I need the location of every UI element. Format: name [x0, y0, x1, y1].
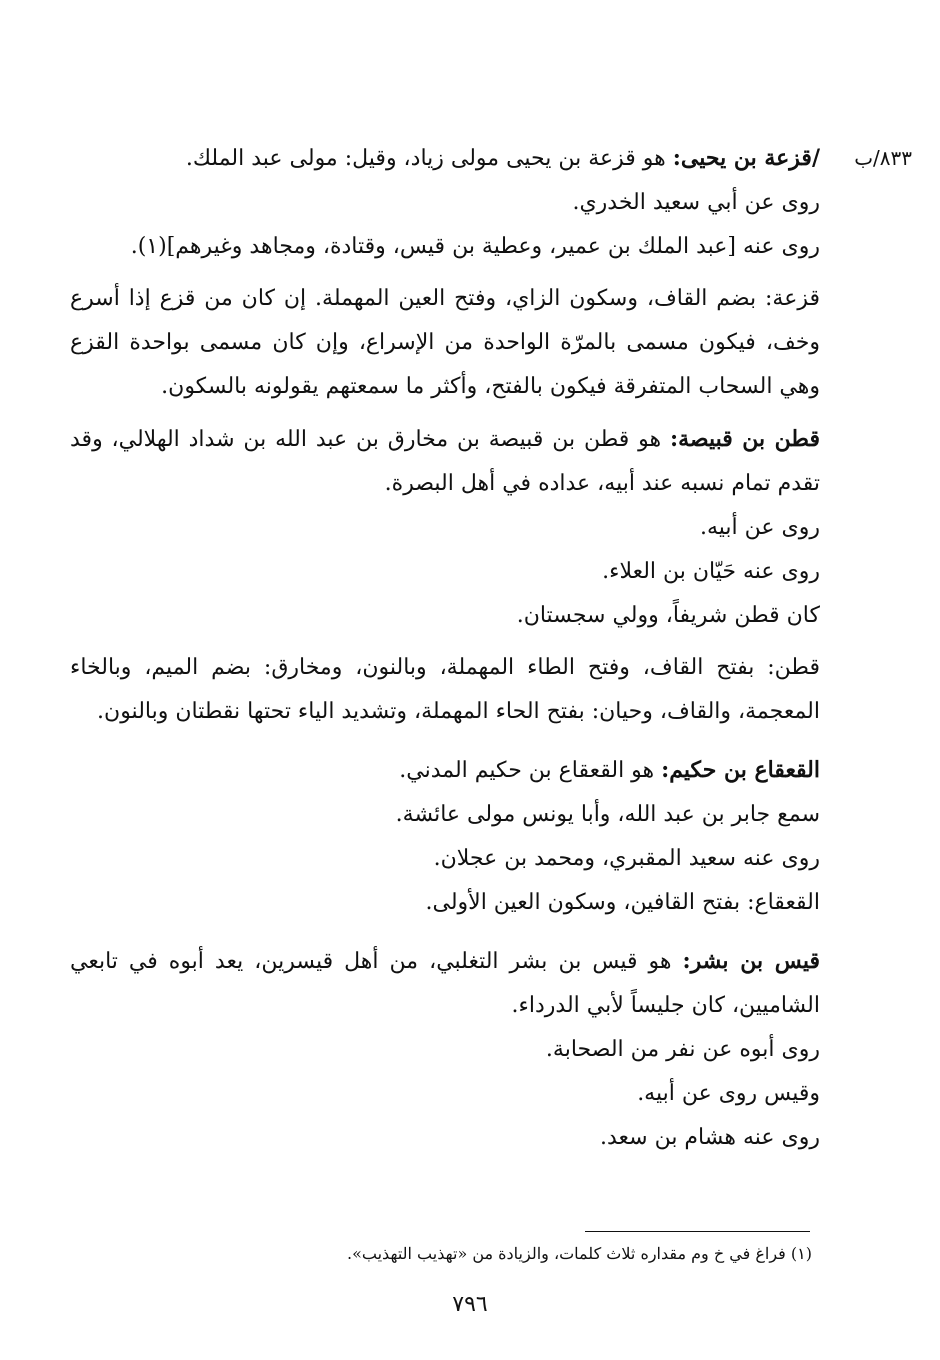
- entry-line: روى عن أبيه.: [700, 515, 820, 540]
- page-number: ٧٩٦: [452, 1292, 488, 1317]
- entry-line: [70, 181, 820, 225]
- entry-qazaa-note: [70, 277, 820, 409]
- entry-title: قطن بن قبيصة:: [669, 426, 820, 452]
- entry-heading-line: [70, 136, 820, 181]
- entry-text: روى عنه [عبد الملك بن عمير، وعطية بن قيس، وقتادة، ومجاهد وغيرهم](١).: [130, 234, 820, 259]
- entry-qaqaa: [70, 748, 820, 925]
- entry-heading-line: [70, 939, 820, 1028]
- footnote: (١) فراغ في خ وم مقداره ثلاث كلمات، والزيادة من «تهذيب التهذيب».: [347, 1244, 812, 1263]
- entry-heading-line: [70, 748, 820, 793]
- entry-text: هو القعقاع بن حكيم المدني.: [399, 758, 662, 783]
- entry-title: قيس بن بشر:: [682, 948, 820, 974]
- entry-text: هو قيس بن بشر التغلبي، من أهل قيسرين، يعد أبوه في تابعي الشاميين، كان جليساً لأبي الدرداء.: [70, 949, 820, 1018]
- main-text: [70, 128, 820, 1160]
- entry-text: هو قطن بن قبيصة بن مخارق بن عبد الله بن شداد الهلالي، وقد تقدم تمام نسبه عند أبيه، عداده في أهل البصرة.: [70, 427, 820, 496]
- entry-line: سمع جابر بن عبد الله، وأبا يونس مولى عائشة.: [395, 802, 820, 827]
- entry-text: هو قزعة بن يحيى مولى زياد، وقيل: مولى عبد الملك.: [185, 146, 673, 171]
- entry-line: روى أبوه عن نفر من الصحابة.: [545, 1037, 820, 1062]
- footnote-separator: [585, 1231, 810, 1232]
- entry-qatan-note: [70, 646, 820, 734]
- entry-paragraph: قزعة: بضم القاف، وسكون الزاي، وفتح العين المهملة. إن كان من قزع إذا أسرع وخف، فيكون مسمى بالمرّة الواحدة من الإسراع، وإن كان مسمى بواحدة القزع وهي السحاب المتفرقة فيكون بالفتح، وأكثر ما سمعتهم يقولونه بالسكون.: [70, 286, 820, 399]
- entry-text: روى عن أبي سعيد الخدري.: [572, 190, 820, 215]
- entry-qazaa: [70, 136, 820, 269]
- entry-line: روى عنه هشام بن سعد.: [599, 1125, 820, 1150]
- entry-line: [70, 225, 820, 269]
- entry-heading-line: [70, 417, 820, 506]
- entry-paragraph: قطن: بفتح القاف، وفتح الطاء المهملة، وبالنون، ومخارق: بضم الميم، وبالخاء المعجمة، والقاف، وحيان: بفتح الحاء المهملة، وتشديد الياء تحتها نقطتان وبالنون.: [70, 655, 820, 724]
- entry-title: القعقاع بن حكيم:: [661, 757, 820, 783]
- entry-title: /قزعة بن يحيى:: [672, 145, 820, 171]
- entry-line: روى عنه سعيد المقبري، ومحمد بن عجلان.: [433, 846, 820, 871]
- entry-line: روى عنه حَيّان بن العلاء.: [602, 559, 820, 584]
- folio-margin-note: ٨٣٣/ب: [854, 146, 912, 170]
- entry-qays: [70, 939, 820, 1160]
- entry-line: وقيس روى عن أبيه.: [637, 1081, 820, 1106]
- entry-line: كان قطن شريفاً، وولي سجستان.: [516, 603, 820, 628]
- entry-qatan: [70, 417, 820, 638]
- entry-line: القعقاع: بفتح القافين، وسكون العين الأولى.: [425, 890, 820, 915]
